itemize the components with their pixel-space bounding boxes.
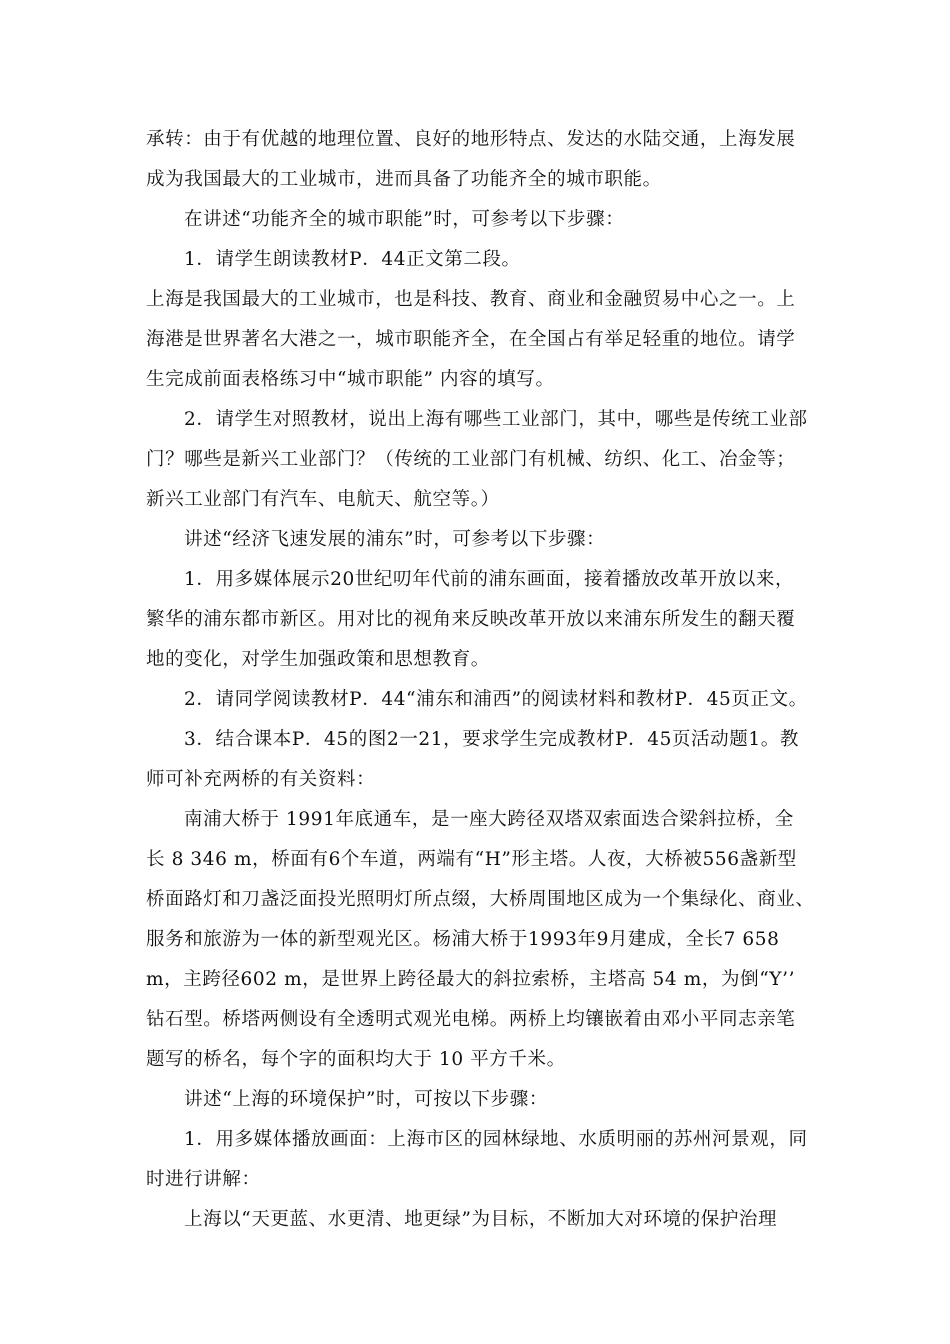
text-line: 承转：由于有优越的地理位置、良好的地形特点、发达的水陆交通，上海发展 — [146, 129, 796, 150]
text-line: 桥面路灯和刀盏泛面投光照明灯所点缀，大桥周围地区成为一个集绿化、商业、 — [146, 889, 815, 910]
text-line: 1．请学生朗读教材P．44正文第二段。 — [184, 249, 521, 270]
text-line: 上海以“天更蓝、水更清、地更绿”为目标，不断加大对环境的保护治理 — [184, 1209, 778, 1230]
text-line: 3．结合课本P．45的图2一21，要求学生完成教材P．45页活动题1。教 — [184, 729, 799, 750]
text-line: 题写的桥名，每个字的面积均大于 10 平方千米。 — [146, 1049, 566, 1070]
text-line: 1．用多媒体展示20世纪叨年代前的浦东画面，接着播放改革开放以来， — [184, 569, 795, 590]
text-line: 在讲述“功能齐全的城市职能”时，可参考以下步骤： — [184, 209, 625, 230]
text-line: 师可补充两桥的有关资料： — [146, 769, 376, 790]
text-line: 海港是世界著名大港之一，城市职能齐全，在全国占有举足轻重的地位。请学 — [146, 329, 796, 350]
text-line: 时进行讲解： — [146, 1169, 261, 1190]
body-text — [146, 120, 814, 1240]
text-line: 成为我国最大的工业城市，进而具备了功能齐全的城市职能。 — [146, 169, 662, 190]
text-line: 门？哪些是新兴工业部门？（传统的工业部门有机械、纺织、化工、冶金等； — [146, 449, 796, 470]
text-line: 1．用多媒体播放画面：上海市区的园林绿地、水质明丽的苏州河景观，同 — [184, 1129, 808, 1150]
text-line: 地的变化，对学生加强政策和思想教育。 — [146, 649, 490, 670]
text-line: 服务和旅游为一体的新型观光区。杨浦大桥于1993年9月建成，全长7 658 — [146, 929, 780, 950]
text-line: 上海是我国最大的工业城市，也是科技、教育、商业和金融贸易中心之一。上 — [146, 289, 796, 310]
text-line: 讲述“上海的环境保护”时，可按以下步骤： — [184, 1089, 548, 1110]
text-line: 南浦大桥于 1991年底通车，是一座大跨径双塔双索面迭合梁斜拉桥，全 — [184, 809, 794, 830]
text-line: 讲述“经济飞速发展的浦东”时，可参考以下步骤： — [184, 529, 606, 550]
text-line: m，主跨径602 m，是世界上跨径最大的斜拉索桥，主塔高 54 m，为倒“Y’’ — [146, 969, 796, 990]
text-line: 2．请学生对照教材，说出上海有哪些工业部门，其中，哪些是传统工业部 — [184, 409, 808, 430]
text-line: 生完成前面表格练习中“城市职能” 内容的填写。 — [146, 369, 555, 390]
text-line: 钻石型。桥塔两侧设有全透明式观光电梯。两桥上均镶嵌着由邓小平同志亲笔 — [146, 1009, 796, 1030]
text-line: 繁华的浦东都市新区。用对比的视角来反映改革开放以来浦东所发生的翻天覆 — [146, 609, 796, 630]
text-line: 新兴工业部门有汽车、电航天、航空等。） — [146, 489, 500, 510]
text-line: 长 8 346 m，桥面有6个车道，两端有“H”形主塔。人夜，大桥被556盏新型 — [146, 849, 797, 870]
text-line: 2．请同学阅读教材P．44“浦东和浦西”的阅读材料和教材P．45页正文。 — [184, 689, 808, 710]
